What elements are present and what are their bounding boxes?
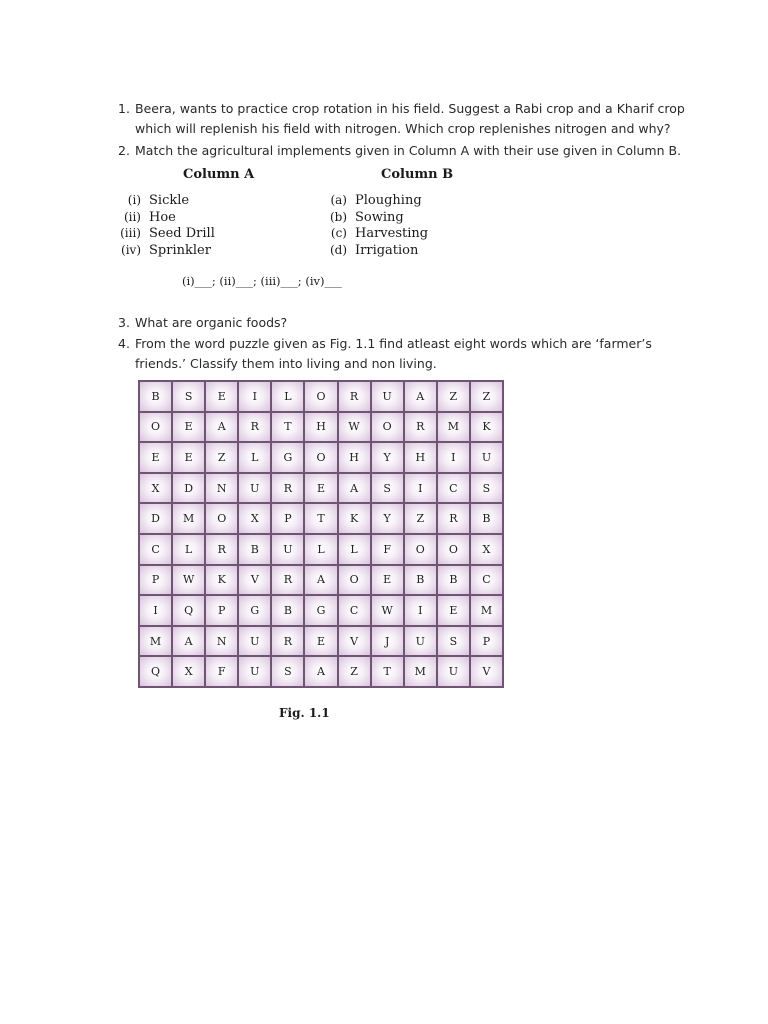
puzzle-cell: Z — [339, 657, 370, 686]
puzzle-cell: R — [339, 382, 370, 411]
question-number: 2. — [118, 143, 130, 158]
puzzle-cell: U — [239, 474, 270, 503]
question-text: What are organic foods? — [135, 315, 288, 330]
puzzle-cell: P — [140, 566, 171, 595]
column-b-item — [314, 209, 404, 227]
item-number: (iv) — [121, 242, 141, 257]
column-a-heading: Column A — [183, 167, 255, 182]
puzzle-cell: A — [173, 627, 204, 656]
column-b-item — [314, 192, 422, 210]
puzzle-cell: R — [272, 474, 303, 503]
puzzle-cell: L — [272, 382, 303, 411]
puzzle-cell: X — [471, 535, 502, 564]
item-number: (iii) — [120, 226, 141, 240]
puzzle-cell: Y — [372, 443, 403, 472]
puzzle-cell: R — [272, 566, 303, 595]
puzzle-cell: A — [405, 382, 436, 411]
puzzle-cell: S — [372, 474, 403, 503]
puzzle-cell: V — [239, 566, 270, 595]
puzzle-cell: D — [173, 474, 204, 503]
puzzle-cell: U — [272, 535, 303, 564]
puzzle-cell: S — [272, 657, 303, 686]
puzzle-cell: G — [272, 443, 303, 472]
puzzle-cell: O — [140, 413, 171, 442]
puzzle-cell: X — [173, 657, 204, 686]
question-2 — [118, 141, 681, 161]
question-text: Beera, wants to practice crop rotation in his field. Suggest a Rabi crop and a Kharif crop — [135, 101, 685, 116]
item-number: (i) — [127, 193, 141, 207]
puzzle-cell: P — [471, 627, 502, 656]
puzzle-cell: F — [206, 657, 237, 686]
puzzle-cell: N — [206, 474, 237, 503]
puzzle-cell: W — [339, 413, 370, 442]
puzzle-cell: I — [438, 443, 469, 472]
puzzle-cell: I — [239, 382, 270, 411]
puzzle-cell: J — [372, 627, 403, 656]
puzzle-cell: K — [339, 504, 370, 533]
puzzle-cell: P — [272, 504, 303, 533]
puzzle-cell: O — [305, 443, 336, 472]
puzzle-cell: F — [372, 535, 403, 564]
puzzle-cell: W — [173, 566, 204, 595]
puzzle-cell: R — [239, 413, 270, 442]
puzzle-cell: B — [438, 566, 469, 595]
column-b-item — [314, 225, 428, 243]
puzzle-cell: T — [372, 657, 403, 686]
question-3 — [118, 313, 287, 333]
puzzle-cell: P — [206, 596, 237, 625]
puzzle-cell: D — [140, 504, 171, 533]
item-text: Seed Drill — [149, 226, 215, 241]
puzzle-cell: B — [272, 596, 303, 625]
question-text: From the word puzzle given as Fig. 1.1 find atleast eight words which are ‘farmer’s — [135, 336, 652, 351]
puzzle-cell: L — [339, 535, 370, 564]
question-1 — [118, 99, 685, 139]
item-number: (d) — [329, 242, 347, 257]
puzzle-cell: O — [206, 504, 237, 533]
answer-blanks: (i)___; (ii)___; (iii)___; (iv)___ — [182, 274, 342, 288]
puzzle-cell: K — [471, 413, 502, 442]
item-text: Ploughing — [355, 193, 422, 208]
puzzle-cell: E — [305, 474, 336, 503]
puzzle-cell: Z — [471, 382, 502, 411]
puzzle-cell: H — [405, 443, 436, 472]
puzzle-cell: M — [471, 596, 502, 625]
puzzle-cell: M — [405, 657, 436, 686]
puzzle-cell: R — [272, 627, 303, 656]
question-number: 3. — [118, 315, 130, 330]
puzzle-cell: E — [206, 382, 237, 411]
puzzle-cell: R — [206, 535, 237, 564]
item-text: Sickle — [149, 193, 190, 208]
puzzle-cell: Y — [372, 504, 403, 533]
puzzle-cell: A — [206, 413, 237, 442]
item-number: (a) — [330, 193, 347, 207]
puzzle-cell: E — [305, 627, 336, 656]
item-text: Hoe — [149, 209, 176, 225]
puzzle-cell: A — [339, 474, 370, 503]
puzzle-cell: W — [372, 596, 403, 625]
puzzle-cell: E — [372, 566, 403, 595]
figure-caption: Fig. 1.1 — [279, 706, 330, 720]
puzzle-cell: B — [405, 566, 436, 595]
puzzle-cell: X — [239, 504, 270, 533]
puzzle-cell: Z — [206, 443, 237, 472]
puzzle-cell: U — [471, 443, 502, 472]
column-a-item — [108, 192, 189, 210]
puzzle-cell: I — [140, 596, 171, 625]
puzzle-cell: C — [471, 566, 502, 595]
item-text: Irrigation — [355, 242, 419, 258]
puzzle-cell: O — [372, 413, 403, 442]
puzzle-cell: A — [305, 566, 336, 595]
puzzle-cell: L — [173, 535, 204, 564]
column-b-item — [314, 242, 418, 260]
puzzle-cell: O — [305, 382, 336, 411]
item-text: Sprinkler — [149, 242, 211, 258]
puzzle-cell: H — [339, 443, 370, 472]
question-number: 4. — [118, 336, 130, 351]
puzzle-cell: L — [305, 535, 336, 564]
puzzle-cell: C — [140, 535, 171, 564]
puzzle-cell: C — [438, 474, 469, 503]
question-text-continued: which will replenish his field with nitrogen. Which crop replenishes nitrogen and why? — [135, 121, 671, 136]
puzzle-cell: V — [471, 657, 502, 686]
puzzle-cell: N — [206, 627, 237, 656]
question-text-continued: friends.’ Classify them into living and non living. — [135, 356, 437, 371]
puzzle-cell: Q — [140, 657, 171, 686]
puzzle-cell: E — [173, 443, 204, 472]
puzzle-cell: Z — [438, 382, 469, 411]
puzzle-cell: E — [438, 596, 469, 625]
puzzle-cell: V — [339, 627, 370, 656]
item-text: Harvesting — [355, 226, 429, 241]
question-number: 1. — [118, 101, 130, 116]
column-a-item — [108, 225, 215, 243]
puzzle-cell: T — [305, 504, 336, 533]
puzzle-cell: G — [305, 596, 336, 625]
puzzle-cell: B — [239, 535, 270, 564]
puzzle-cell: B — [471, 504, 502, 533]
puzzle-cell: B — [140, 382, 171, 411]
puzzle-cell: O — [438, 535, 469, 564]
puzzle-cell: U — [438, 657, 469, 686]
puzzle-cell: U — [239, 657, 270, 686]
puzzle-cell: A — [305, 657, 336, 686]
item-number: (b) — [329, 209, 347, 224]
puzzle-cell: U — [405, 627, 436, 656]
puzzle-cell: C — [339, 596, 370, 625]
puzzle-cell: S — [471, 474, 502, 503]
puzzle-cell: K — [206, 566, 237, 595]
puzzle-cell: S — [173, 382, 204, 411]
puzzle-cell: R — [438, 504, 469, 533]
item-text: Sowing — [355, 209, 404, 225]
item-number: (c) — [330, 226, 347, 240]
puzzle-cell: T — [272, 413, 303, 442]
puzzle-cell: M — [173, 504, 204, 533]
puzzle-cell: Z — [405, 504, 436, 533]
puzzle-cell: R — [405, 413, 436, 442]
puzzle-cell: E — [140, 443, 171, 472]
puzzle-cell: O — [339, 566, 370, 595]
question-text: Match the agricultural implements given in Column A with their use given in Column B. — [135, 143, 682, 158]
puzzle-cell: I — [405, 474, 436, 503]
puzzle-cell: G — [239, 596, 270, 625]
puzzle-cell: S — [438, 627, 469, 656]
puzzle-cell: O — [405, 535, 436, 564]
puzzle-cell: M — [140, 627, 171, 656]
column-a-item — [108, 242, 211, 260]
puzzle-cell: I — [405, 596, 436, 625]
puzzle-cell: L — [239, 443, 270, 472]
question-4 — [118, 334, 652, 374]
puzzle-cell: X — [140, 474, 171, 503]
puzzle-cell: M — [438, 413, 469, 442]
column-b-heading: Column B — [381, 167, 454, 182]
puzzle-cell: E — [173, 413, 204, 442]
column-a-item — [108, 209, 176, 227]
word-puzzle-grid — [138, 380, 504, 688]
puzzle-cell: H — [305, 413, 336, 442]
puzzle-cell: Q — [173, 596, 204, 625]
puzzle-cell: U — [372, 382, 403, 411]
puzzle-cell: U — [239, 627, 270, 656]
item-number: (ii) — [123, 209, 141, 224]
